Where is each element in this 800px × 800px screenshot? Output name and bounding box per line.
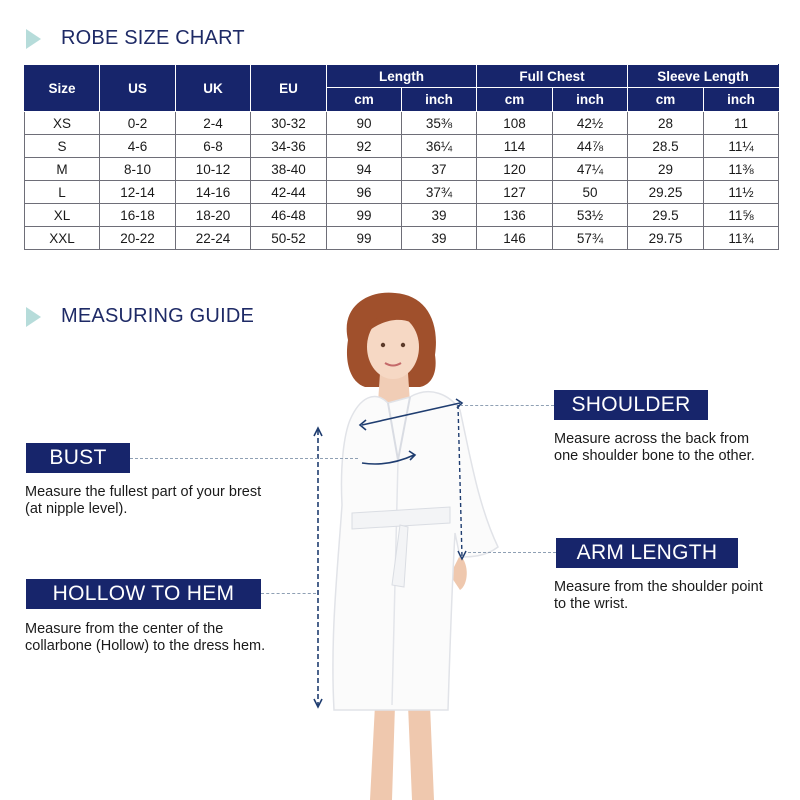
cell-sleeve-inch: 11¼ xyxy=(704,135,779,158)
hollow-desc-line1: Measure from the center of the xyxy=(25,621,224,637)
bust-description xyxy=(25,484,261,518)
cell-sleeve-inch: 11½ xyxy=(704,181,779,204)
cell-length-inch: 37¾ xyxy=(402,181,477,204)
shoulder-desc-line2: one shoulder bone to the other. xyxy=(554,448,755,464)
cell-size: L xyxy=(25,181,100,204)
cell-uk: 18-20 xyxy=(176,204,251,227)
header-uk: UK xyxy=(176,65,251,112)
header-size: Size xyxy=(25,65,100,112)
cell-eu: 46-48 xyxy=(251,204,327,227)
cell-size: XXL xyxy=(25,227,100,250)
table-row xyxy=(25,181,779,204)
table-row xyxy=(25,227,779,250)
cell-uk: 10-12 xyxy=(176,158,251,181)
cell-sleeve-cm: 29.75 xyxy=(628,227,704,250)
model-robe-illustration xyxy=(300,285,530,800)
arm-desc-line1: Measure from the shoulder point xyxy=(554,579,763,595)
cell-size: XL xyxy=(25,204,100,227)
cell-length-inch: 36¼ xyxy=(402,135,477,158)
shoulder-label: SHOULDER xyxy=(554,390,708,420)
legs-shape xyxy=(370,705,434,800)
cell-us: 20-22 xyxy=(100,227,176,250)
cell-eu: 38-40 xyxy=(251,158,327,181)
size-chart-title: ROBE SIZE CHART xyxy=(61,27,245,49)
cell-sleeve-cm: 29.25 xyxy=(628,181,704,204)
cell-size: S xyxy=(25,135,100,158)
cell-length-cm: 99 xyxy=(327,204,402,227)
cell-chest-cm: 146 xyxy=(477,227,553,250)
cell-length-cm: 90 xyxy=(327,112,402,135)
cell-sleeve-cm: 29.5 xyxy=(628,204,704,227)
triangle-bullet-icon xyxy=(26,29,41,49)
cell-length-inch: 39 xyxy=(402,204,477,227)
cell-length-cm: 96 xyxy=(327,181,402,204)
cell-chest-inch: 47¼ xyxy=(553,158,628,181)
cell-eu: 30-32 xyxy=(251,112,327,135)
hollow-to-hem-label: HOLLOW TO HEM xyxy=(26,579,261,609)
cell-chest-cm: 136 xyxy=(477,204,553,227)
cell-us: 16-18 xyxy=(100,204,176,227)
cell-chest-inch: 44⅞ xyxy=(553,135,628,158)
cell-uk: 6-8 xyxy=(176,135,251,158)
header-chest-cm: cm xyxy=(477,88,553,112)
header-sleeve-inch: inch xyxy=(704,88,779,112)
cell-chest-inch: 53½ xyxy=(553,204,628,227)
shoulder-desc-line1: Measure across the back from xyxy=(554,431,750,447)
header-us: US xyxy=(100,65,176,112)
size-chart-table xyxy=(24,64,779,250)
header-length-cm: cm xyxy=(327,88,402,112)
arm-desc-line2: to the wrist. xyxy=(554,596,629,612)
cell-chest-cm: 108 xyxy=(477,112,553,135)
cell-us: 12-14 xyxy=(100,181,176,204)
triangle-bullet-icon xyxy=(26,307,41,327)
table-row xyxy=(25,135,779,158)
cell-length-cm: 92 xyxy=(327,135,402,158)
arm-length-label: ARM LENGTH xyxy=(556,538,738,568)
cell-sleeve-inch: 11⅜ xyxy=(704,158,779,181)
table-row xyxy=(25,204,779,227)
cell-chest-inch: 57¾ xyxy=(553,227,628,250)
cell-size: XS xyxy=(25,112,100,135)
measuring-guide-heading xyxy=(26,305,254,328)
table-row xyxy=(25,112,779,135)
cell-sleeve-inch: 11⅝ xyxy=(704,204,779,227)
bust-guide-line xyxy=(130,458,358,459)
cell-sleeve-cm: 29 xyxy=(628,158,704,181)
cell-eu: 42-44 xyxy=(251,181,327,204)
hollow-to-hem-guide-line xyxy=(261,593,316,594)
hollow-desc-line2: collarbone (Hollow) to the dress hem. xyxy=(25,638,266,654)
cell-length-cm: 94 xyxy=(327,158,402,181)
cell-eu: 50-52 xyxy=(251,227,327,250)
cell-us: 0-2 xyxy=(100,112,176,135)
cell-chest-inch: 42½ xyxy=(553,112,628,135)
cell-chest-cm: 114 xyxy=(477,135,553,158)
cell-sleeve-inch: 11 xyxy=(704,112,779,135)
cell-uk: 2-4 xyxy=(176,112,251,135)
bust-desc-line2: (at nipple level). xyxy=(25,501,128,517)
header-sleeve-cm: cm xyxy=(628,88,704,112)
hollow-to-hem-description xyxy=(25,621,265,655)
measuring-guide-title: MEASURING GUIDE xyxy=(61,305,255,327)
header-chest-inch: inch xyxy=(553,88,628,112)
cell-length-inch: 39 xyxy=(402,227,477,250)
bust-desc-line1: Measure the fullest part of your brest xyxy=(25,484,262,500)
cell-sleeve-cm: 28 xyxy=(628,112,704,135)
size-chart-heading xyxy=(26,27,245,50)
cell-chest-cm: 120 xyxy=(477,158,553,181)
cell-eu: 34-36 xyxy=(251,135,327,158)
arm-length-description xyxy=(554,579,763,613)
cell-chest-cm: 127 xyxy=(477,181,553,204)
header-length-inch: inch xyxy=(402,88,477,112)
cell-size: M xyxy=(25,158,100,181)
header-full-chest: Full Chest xyxy=(477,65,628,88)
cell-length-inch: 37 xyxy=(402,158,477,181)
bust-label: BUST xyxy=(26,443,130,473)
cell-chest-inch: 50 xyxy=(553,181,628,204)
cell-us: 8-10 xyxy=(100,158,176,181)
header-eu: EU xyxy=(251,65,327,112)
header-sleeve-length: Sleeve Length xyxy=(628,65,779,88)
shoulder-description xyxy=(554,431,755,465)
cell-length-cm: 99 xyxy=(327,227,402,250)
robe-shape xyxy=(333,392,498,710)
table-row xyxy=(25,158,779,181)
cell-sleeve-cm: 28.5 xyxy=(628,135,704,158)
cell-uk: 14-16 xyxy=(176,181,251,204)
arm-length-guide-line xyxy=(468,552,556,553)
cell-us: 4-6 xyxy=(100,135,176,158)
cell-length-inch: 35⅜ xyxy=(402,112,477,135)
header-length: Length xyxy=(327,65,477,88)
cell-uk: 22-24 xyxy=(176,227,251,250)
cell-sleeve-inch: 11¾ xyxy=(704,227,779,250)
shoulder-guide-line xyxy=(460,405,554,406)
